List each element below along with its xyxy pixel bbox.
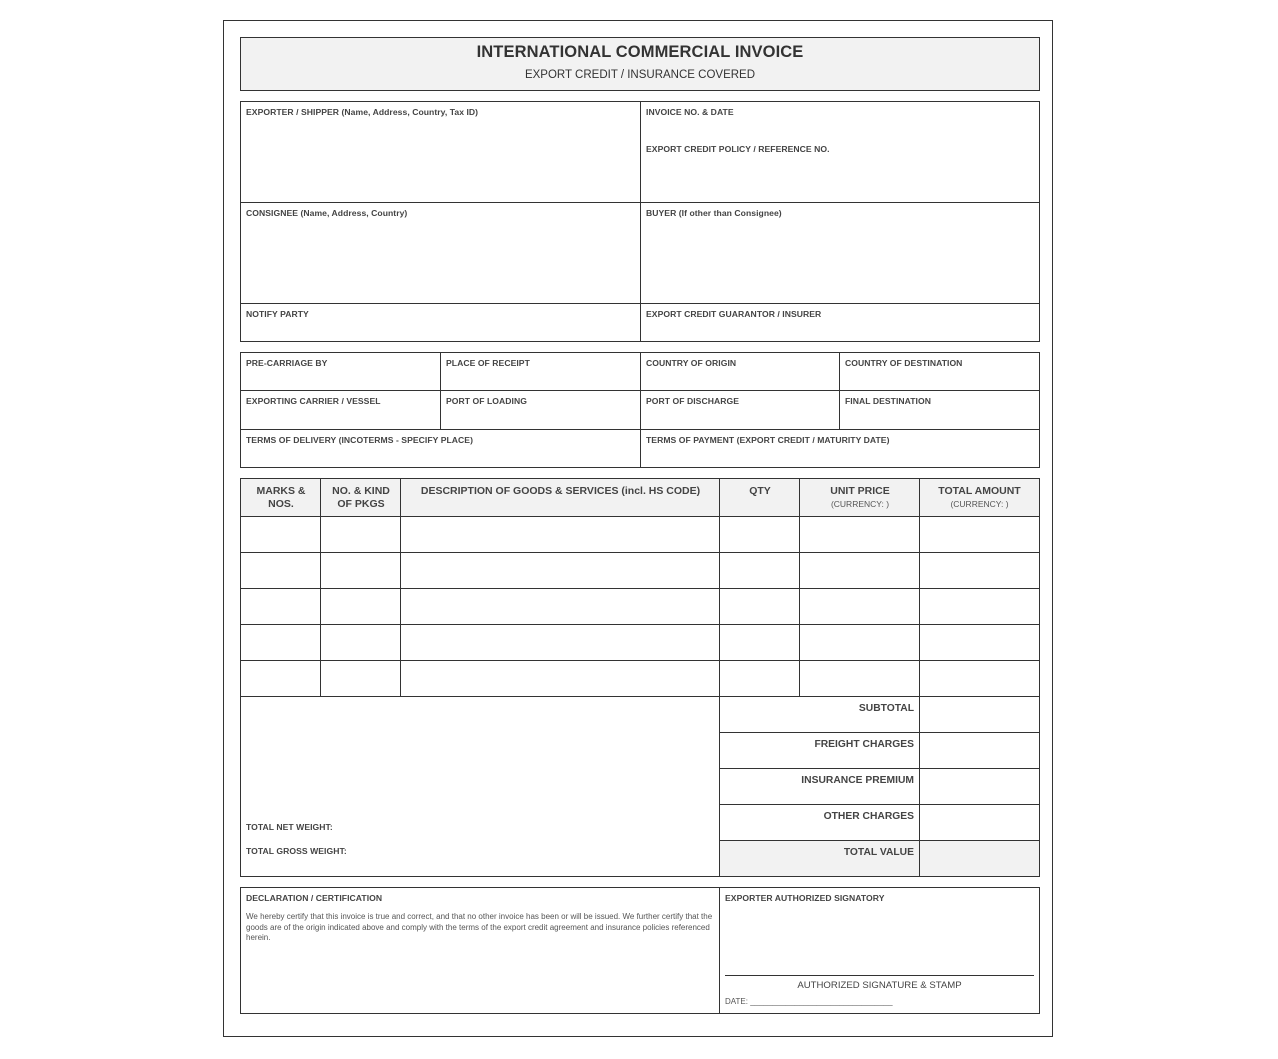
port-loading-field[interactable] xyxy=(441,391,640,429)
final-destination-field[interactable] xyxy=(840,391,1039,429)
freight-row[interactable] xyxy=(720,733,1039,769)
invoice-header xyxy=(240,37,1040,91)
col-marks-header xyxy=(241,485,321,511)
consignee-field[interactable] xyxy=(241,203,640,303)
guarantor-label: EXPORT CREDIT GUARANTOR / INSURER xyxy=(646,309,822,319)
col-qty-header: QTY xyxy=(749,485,771,497)
country-origin-label: COUNTRY OF ORIGIN xyxy=(646,358,737,368)
table-row[interactable] xyxy=(241,661,1039,697)
invoice-page xyxy=(223,20,1053,1037)
country-destination-field[interactable] xyxy=(840,353,1039,390)
port-discharge-field[interactable] xyxy=(641,391,839,429)
terms-delivery-label: TERMS OF DELIVERY (INCOTERMS - SPECIFY PLACE) xyxy=(246,435,473,445)
col-total-amount-label: TOTAL AMOUNT xyxy=(938,485,1021,497)
buyer-field[interactable] xyxy=(641,203,1039,303)
col-pkgs-line2: OF PKGS xyxy=(337,498,385,510)
total-currency-label: (CURRENCY: ) xyxy=(950,499,1009,509)
divider xyxy=(919,697,920,876)
col-total-amount-header xyxy=(920,485,1039,511)
buyer-label: BUYER (If other than Consignee) xyxy=(646,208,782,218)
place-receipt-label: PLACE OF RECEIPT xyxy=(446,358,530,368)
page-title: INTERNATIONAL COMMERCIAL INVOICE xyxy=(476,43,804,61)
notify-party-label: NOTIFY PARTY xyxy=(246,309,309,319)
col-pkgs-header xyxy=(321,485,401,511)
col-desc-header: DESCRIPTION OF GOODS & SERVICES (incl. HS CODE) xyxy=(420,485,701,497)
goods-table xyxy=(240,478,1040,877)
policy-ref-label: EXPORT CREDIT POLICY / REFERENCE NO. xyxy=(646,144,830,154)
invoice-no-label: INVOICE NO. & DATE xyxy=(646,107,734,117)
col-marks-line2: NOS. xyxy=(268,498,294,510)
other-charges-label: OTHER CHARGES xyxy=(823,811,914,822)
signature-caption: AUTHORIZED SIGNATURE & STAMP xyxy=(797,980,962,991)
exporter-label: EXPORTER / SHIPPER (Name, Address, Country, Tax ID) xyxy=(246,107,479,117)
country-destination-label: COUNTRY OF DESTINATION xyxy=(845,358,963,368)
port-discharge-label: PORT OF DISCHARGE xyxy=(646,396,739,406)
notify-party-field[interactable] xyxy=(241,304,640,341)
consignee-label: CONSIGNEE (Name, Address, Country) xyxy=(246,208,408,218)
other-charges-row[interactable] xyxy=(720,805,1039,841)
country-origin-field[interactable] xyxy=(641,353,839,390)
unit-currency-label: (CURRENCY: ) xyxy=(830,499,890,509)
declaration-section xyxy=(240,887,1040,1014)
place-receipt-field[interactable] xyxy=(441,353,640,390)
terms-delivery-field[interactable] xyxy=(241,430,640,467)
shipping-section xyxy=(240,352,1040,468)
table-row[interactable] xyxy=(241,517,1039,553)
signature-line[interactable] xyxy=(725,975,1034,976)
exporter-field[interactable] xyxy=(241,102,640,202)
net-weight-label: TOTAL NET WEIGHT: xyxy=(246,822,333,832)
page-subtitle: EXPORT CREDIT / INSURANCE COVERED xyxy=(524,69,756,81)
subtotal-label: SUBTOTAL xyxy=(858,703,914,714)
freight-label: FREIGHT CHARGES xyxy=(814,739,914,750)
divider xyxy=(719,888,720,1013)
terms-payment-label: TERMS OF PAYMENT (EXPORT CREDIT / MATURITY DATE) xyxy=(646,435,890,445)
date-field[interactable]: DATE: ________________________________ xyxy=(725,997,893,1006)
declaration-title: DECLARATION / CERTIFICATION xyxy=(246,893,383,903)
total-value-row[interactable] xyxy=(720,841,1039,876)
subtotal-row[interactable] xyxy=(720,697,1039,733)
carrier-field[interactable] xyxy=(241,391,440,429)
signatory-title: EXPORTER AUTHORIZED SIGNATORY xyxy=(725,893,885,903)
pre-carriage-label: PRE-CARRIAGE BY xyxy=(246,358,328,368)
final-destination-label: FINAL DESTINATION xyxy=(845,396,931,406)
table-row[interactable] xyxy=(241,553,1039,589)
declaration-text: We hereby certify that this invoice is true and correct, and that no other invoice has been or will be issued. We further certify that the goods are of the origin indicated above and comply with the terms of the export credit agreement and insurance policies referenced herein. xyxy=(246,912,713,942)
terms-payment-field[interactable] xyxy=(641,430,1039,467)
guarantor-field[interactable] xyxy=(641,304,1039,341)
port-loading-label: PORT OF LOADING xyxy=(446,396,527,406)
col-marks-line1: MARKS & xyxy=(256,485,306,497)
col-unit-price-header xyxy=(800,485,920,511)
insurance-label: INSURANCE PREMIUM xyxy=(801,775,914,786)
pre-carriage-field[interactable] xyxy=(241,353,440,390)
parties-section xyxy=(240,101,1040,342)
table-row[interactable] xyxy=(241,625,1039,661)
carrier-label: EXPORTING CARRIER / VESSEL xyxy=(246,396,381,406)
table-row[interactable] xyxy=(241,589,1039,625)
total-value-label: TOTAL VALUE xyxy=(843,847,914,858)
col-unit-price-label: UNIT PRICE xyxy=(830,485,890,497)
gross-weight-label: TOTAL GROSS WEIGHT: xyxy=(246,846,347,856)
invoice-no-field[interactable] xyxy=(641,102,1039,202)
insurance-row[interactable] xyxy=(720,769,1039,805)
col-pkgs-line1: NO. & KIND xyxy=(332,485,390,497)
